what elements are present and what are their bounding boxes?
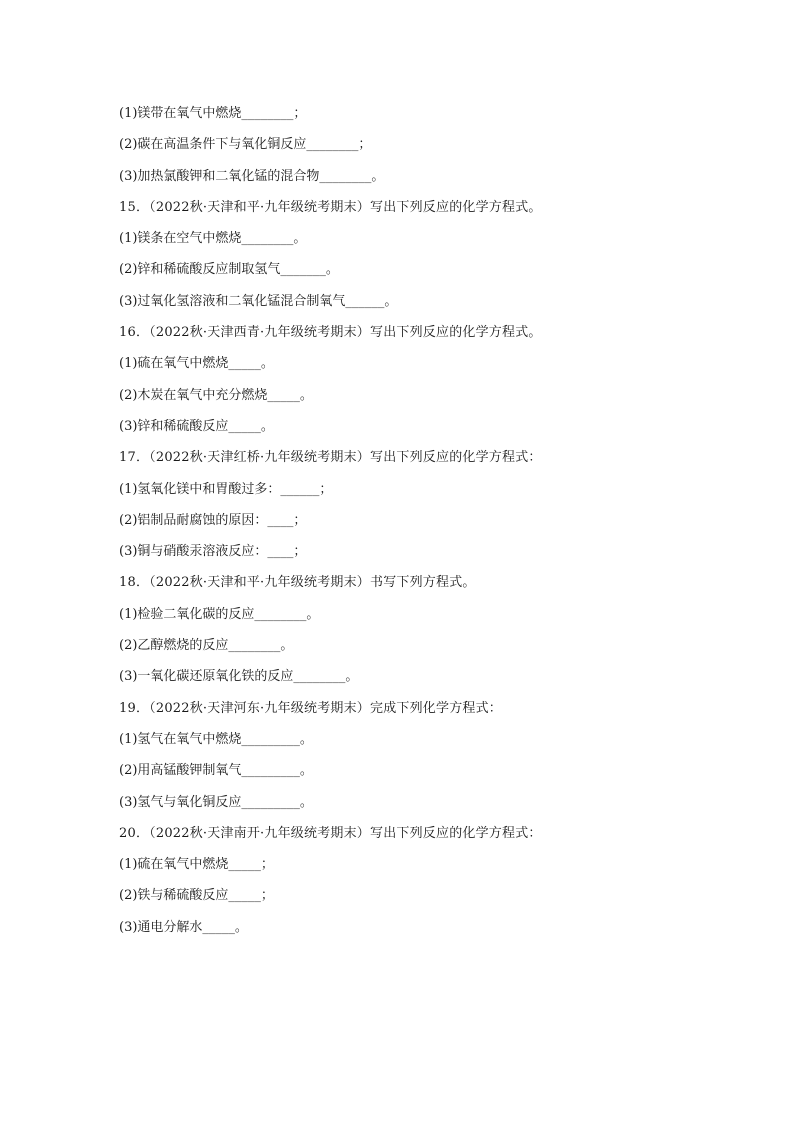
sub-question-line: (1)镁带在氧气中燃烧________； bbox=[119, 106, 307, 121]
question-heading: 19．（2022秋·天津河东·九年级统考期末）完成下列化学方程式： bbox=[119, 700, 502, 716]
sub-question-line: (3)一氧化碳还原氧化铁的反应________。 bbox=[119, 669, 359, 685]
question-list bbox=[119, 103, 739, 948]
sub-question-line: (2)碳在高温条件下与氧化铜反应________； bbox=[119, 137, 372, 153]
sub-question-line: (2)木炭在氧气中充分燃烧_____。 bbox=[119, 387, 313, 403]
sub-question-line: (2)铁与稀硫酸反应_____； bbox=[119, 888, 274, 904]
sub-question-line: (1)硫在氧气中燃烧_____。 bbox=[119, 356, 274, 372]
sub-question-line: (3)氢气与氧化铜反应_________。 bbox=[119, 794, 313, 810]
sub-question-line: (2)铝制品耐腐蚀的原因：____； bbox=[119, 512, 307, 528]
question-heading: 16．（2022秋·天津西青·九年级统考期末）写出下列反应的化学方程式。 bbox=[119, 325, 542, 341]
sub-question-line: (3)铜与硝酸汞溶液反应：____； bbox=[119, 544, 307, 560]
sub-question-line: (1)氢氧化镁中和胃酸过多：______； bbox=[119, 481, 333, 497]
sub-question-line: (3)加热氯酸钾和二氧化锰的混合物________。 bbox=[119, 168, 385, 184]
sub-question-line: (2)用高锰酸钾制氧气_________。 bbox=[119, 763, 313, 779]
sub-question-line: (1)检验二氧化碳的反应________。 bbox=[119, 606, 320, 622]
sub-question-line: (2)乙醇燃烧的反应________。 bbox=[119, 638, 294, 654]
sub-question-line: (3)锌和稀硫酸反应_____。 bbox=[119, 418, 274, 434]
sub-question-line: (1)镁条在空气中燃烧________。 bbox=[119, 231, 307, 247]
sub-question-line: (1)硫在氧气中燃烧_____； bbox=[119, 857, 274, 873]
question-heading: 20．（2022秋·天津南开·九年级统考期末）写出下列反应的化学方程式： bbox=[119, 825, 542, 841]
question-heading: 18．（2022秋·天津和平·九年级统考期末）书写下列方程式。 bbox=[119, 575, 476, 591]
sub-question-line: (3)过氧化氢溶液和二氧化锰混合制氧气______。 bbox=[119, 293, 398, 309]
sub-question-line: (1)氢气在氧气中燃烧_________。 bbox=[119, 731, 313, 747]
question-heading: 15．（2022秋·天津和平·九年级统考期末）写出下列反应的化学方程式。 bbox=[119, 199, 542, 215]
sub-question-line: (3)通电分解水_____。 bbox=[119, 919, 248, 935]
question-heading: 17．（2022秋·天津红桥·九年级统考期末）写出下列反应的化学方程式： bbox=[119, 450, 542, 466]
sub-question-line: (2)锌和稀硫酸反应制取氢气_______。 bbox=[119, 262, 339, 278]
